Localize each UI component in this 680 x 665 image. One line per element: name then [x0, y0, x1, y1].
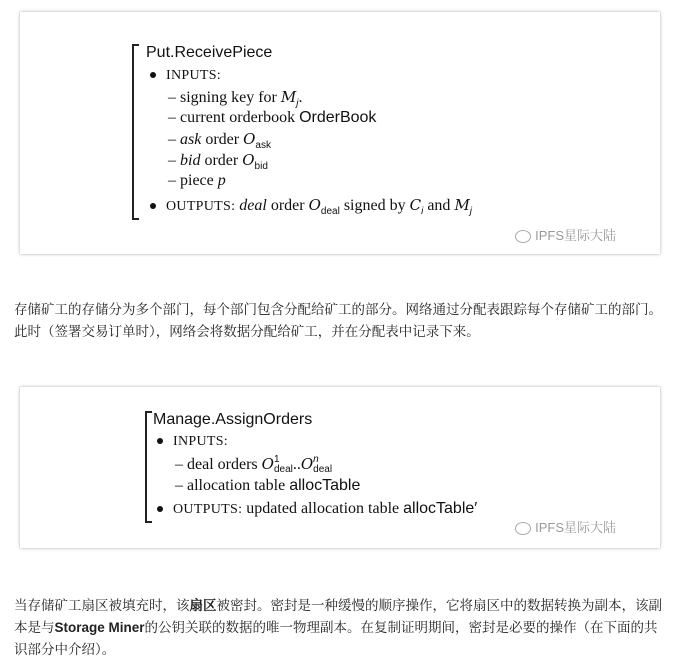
watermark: [515, 225, 616, 244]
wechat-icon: [515, 522, 531, 535]
algorithm-box: [145, 411, 625, 523]
math-symbol: C: [409, 196, 422, 214]
input-item: [175, 455, 332, 475]
item-text: –: [168, 131, 180, 148]
item-sf: allocTable′: [403, 500, 478, 517]
bullet-icon: [150, 203, 156, 209]
algorithm-title: Put.ReceivePiece: [146, 44, 273, 61]
inputs-heading: [150, 66, 221, 84]
math-sub: bid: [254, 161, 268, 173]
text: 当存储矿工扇区被填充时，该: [14, 598, 190, 613]
item-text: signed by: [339, 197, 410, 214]
watermark: [515, 517, 616, 536]
dots: ..: [292, 456, 301, 473]
bullet-icon: [157, 438, 163, 444]
item-text: – deal orders: [175, 456, 262, 473]
input-item: [168, 130, 271, 151]
algorithm-title: Manage.AssignOrders: [153, 411, 313, 428]
math-symbol: O: [308, 196, 321, 214]
input-item: [168, 109, 376, 127]
watermark-text: IPFS星际大陆: [535, 520, 616, 535]
input-item: [168, 151, 268, 172]
inputs-label: INPUTS:: [173, 434, 228, 449]
math-sub: deal: [320, 206, 340, 218]
math-symbol: M: [454, 196, 470, 214]
math-sup: n: [313, 454, 319, 466]
outputs-line: [157, 500, 477, 518]
math-symbol: O: [243, 130, 256, 148]
input-item: [168, 172, 226, 190]
item-sf: OrderBook: [299, 109, 377, 126]
bold-text: Storage Miner: [54, 620, 145, 635]
figure-manage-assign-orders: [20, 387, 660, 548]
item-text: –: [168, 152, 180, 169]
item-text: updated allocation table: [242, 500, 404, 517]
math-sub: j: [469, 206, 473, 218]
item-italic: bid: [180, 152, 201, 169]
math-symbol: O: [300, 455, 314, 473]
math-sub: i: [421, 206, 424, 218]
bullet-icon: [157, 506, 163, 512]
math-sub: deal: [313, 464, 333, 476]
item-text: – current orderbook: [168, 109, 300, 126]
figure-put-receive-piece: [20, 12, 660, 254]
item-sf: allocTable: [289, 477, 361, 494]
item-text: and: [423, 197, 455, 214]
math-sub: ask: [255, 140, 271, 152]
inputs-label: INPUTS:: [166, 68, 221, 83]
text: 被密封。密封是一种缓慢的顺序操作，它将扇区中的数据转换为副本，该副本是与: [14, 598, 662, 635]
item-text: – allocation table: [175, 477, 290, 494]
outputs-label: OUTPUTS:: [173, 502, 243, 517]
item-text: order: [201, 131, 244, 148]
watermark-text: IPFS星际大陆: [535, 228, 616, 243]
item-italic: ask: [180, 131, 202, 148]
outputs-line: [150, 196, 472, 217]
text: 的公钥关联的数据的唯一物理副本。在复制证明期间，密封是必要的操作（在下面的共识部分中介绍）。: [14, 620, 658, 657]
input-item: [175, 477, 360, 495]
math-sup: 1: [273, 454, 280, 466]
algorithm-box: [132, 44, 632, 220]
input-item: [168, 88, 302, 109]
bracket: [145, 411, 152, 523]
item-text: order: [266, 197, 309, 214]
item-text: .: [298, 89, 303, 106]
paragraph: [14, 595, 669, 661]
item-text: order: [200, 152, 243, 169]
item-text: – piece: [168, 172, 218, 189]
math-var: p: [217, 172, 226, 189]
outputs-label: OUTPUTS:: [166, 199, 236, 214]
math-symbol: O: [261, 455, 274, 473]
bullet-icon: [150, 72, 156, 78]
bracket: [132, 44, 139, 220]
math-sub: deal: [273, 464, 293, 476]
math-sub: j: [296, 98, 299, 110]
wechat-icon: [515, 230, 531, 243]
bold-text: 扇区: [189, 598, 217, 613]
paragraph: 存储矿工的存储分为多个部门，每个部门包含分配给矿工的部分。网络通过分配表跟踪每个存储矿工的部门。此时（签署交易订单时），网络会将数据分配给矿工，并在分配表中记录下来。: [14, 302, 662, 339]
inputs-heading: [157, 432, 228, 450]
math-symbol: M: [280, 88, 297, 106]
item-italic: deal: [239, 197, 267, 214]
item-text: – signing key for: [168, 89, 281, 106]
math-symbol: O: [242, 151, 255, 169]
